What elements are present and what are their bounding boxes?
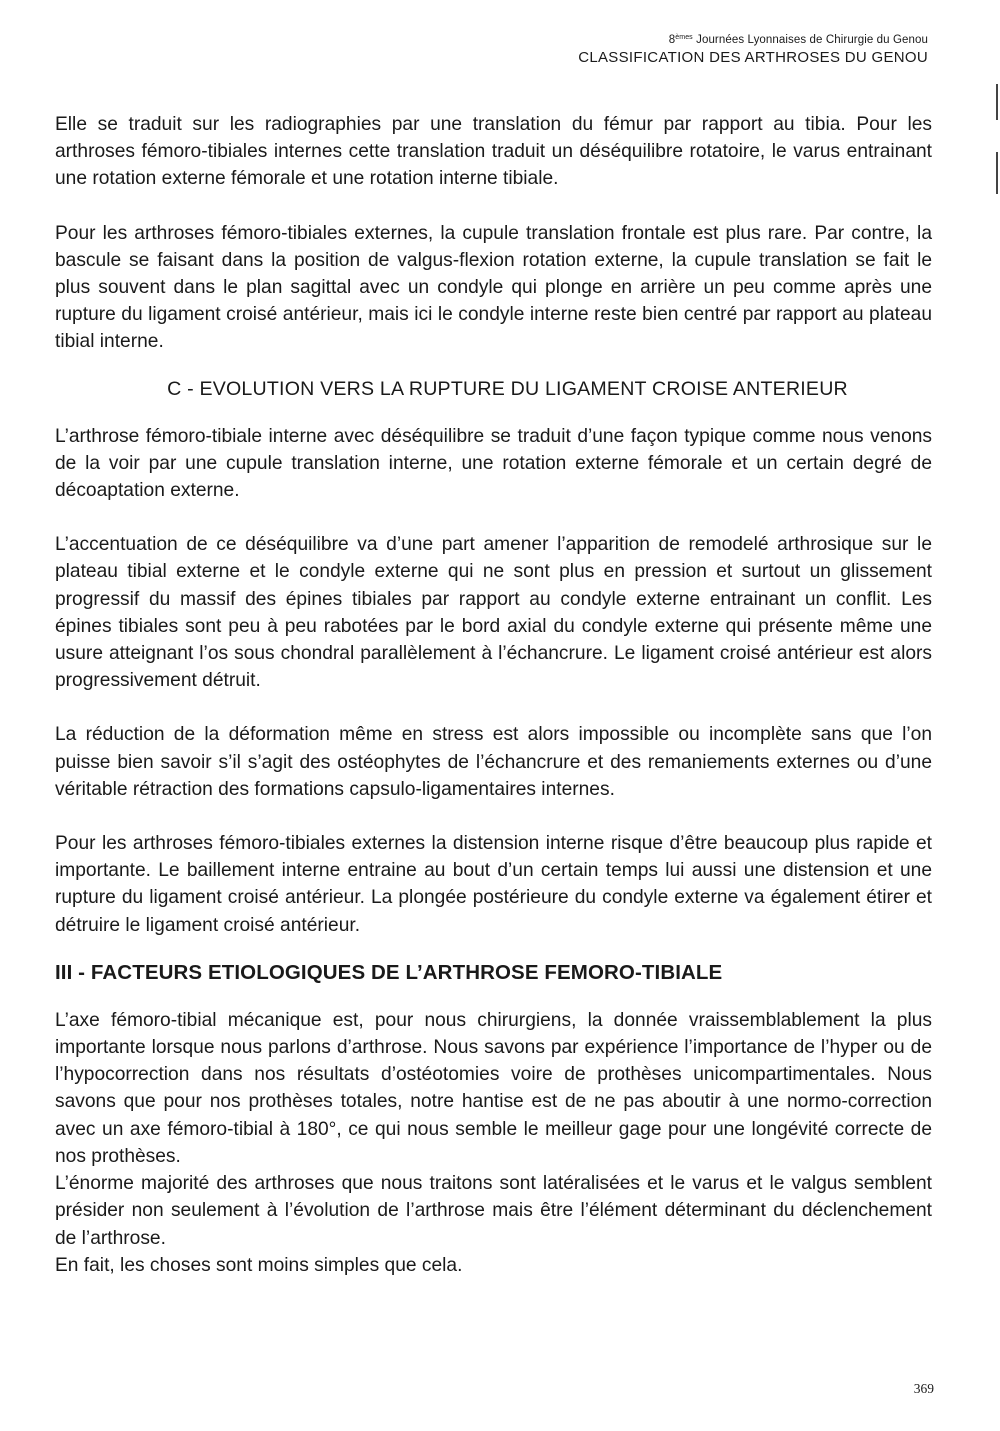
- paragraph: L’énorme majorité des arthroses que nous traitons sont latéralisées et le varus et le valgus semblent présider non seulement à l’évolution de l’arthrose mais être l’élément déterminant du déclenchement de l’arthrose.: [55, 1173, 932, 1249]
- body-text: [55, 111, 932, 1279]
- paragraph: Pour les arthroses fémoro-tibiales externes la distension interne risque d’être beaucoup plus rapide et importante. Le baillement interne entraine au bout d’un certain temps lui aussi une distension et une rupture du ligament croisé antérieur. La plongée postérieure du condyle externe va également étirer et détruire le ligament croisé antérieur.: [55, 833, 932, 936]
- paragraph: En fait, les choses sont moins simples que cela.: [55, 1254, 463, 1276]
- header-conference: 8èmes Journées Lyonnaises de Chirurgie du Genou: [668, 34, 928, 46]
- paragraph: L’axe fémoro-tibial mécanique est, pour nous chirurgiens, la donnée vraissemblablement la plus importante lorsque nous parlons d’arthrose. Nous savons par expérience l’importance de l’hyper ou de l’hypocorrection dans nos résultats d’ostéotomies voire de prothèses unicompartimentales. Nous savons que pour nos prothèses totales, notre hantise est de ne pas aboutir à une normo-correction avec un axe fémoro-tibial à 180°, ce qui nous semble le meilleur gage pour une longévité correcte de nos prothèses.: [55, 1009, 932, 1167]
- paragraph: L’arthrose fémoro-tibiale interne avec déséquilibre se traduit d’une façon typique comme nous venons de la voir par une cupule translation interne, une rotation externe fémorale et un certain degré de décoaptation externe.: [55, 425, 932, 502]
- paragraph: Elle se traduit sur les radiographies par une translation du fémur par rapport au tibia. Pour les arthroses fémoro-tibiales internes cette translation traduit un déséquilibre rotatoire, le varus entrainant une rotation externe fémorale et une rotation interne tibiale.: [55, 114, 932, 190]
- scan-edge-mark: [996, 84, 998, 120]
- section-heading: III - FACTEURS ETIOLOGIQUES DE L’ARTHROSE FEMORO-TIBIALE: [55, 960, 723, 984]
- section-subheading: C - EVOLUTION VERS LA RUPTURE DU LIGAMENT CROISE ANTERIEUR: [167, 377, 848, 400]
- paragraph: L’accentuation de ce déséquilibre va d’une part amener l’apparition de remodelé arthrosique sur le plateau tibial externe et le condyle externe qui ne sont plus en pression et surtout un glissement progressif du massif des épines tibiales par rapport au condyle externe entrainant un conflit. Les épines tibiales sont peu à peu rabotées par le bord axial du condyle externe qui présente même une usure atteignant l’os sous chondral parallèlement à l’échancrure. Le ligament croisé antérieur est alors progressivement détruit.: [55, 534, 932, 692]
- running-header: [578, 34, 928, 66]
- scan-edge-mark: [996, 152, 998, 194]
- paragraph: Pour les arthroses fémoro-tibiales externes, la cupule translation frontale est plus rare. Par contre, la bascule se faisant dans la position de valgus-flexion rotation externe, la cupule translation se fait le plus souvent dans le plan sagittal avec un condyle qui plonge en arrière un peu comme après une rupture du ligament croisé antérieur, mais ici le condyle interne reste bien centré par rapport au plateau tibial interne.: [55, 222, 932, 353]
- page-number: 369: [913, 1381, 934, 1396]
- paragraph: La réduction de la déformation même en stress est alors impossible ou incomplète sans que l’on puisse bien savoir s’il s’agit des ostéophytes de l’échancrure et des remaniements externes ou d’une véritable rétraction des formations capsulo-ligamentaires internes.: [55, 724, 932, 800]
- header-title: CLASSIFICATION DES ARTHROSES DU GENOU: [578, 49, 928, 67]
